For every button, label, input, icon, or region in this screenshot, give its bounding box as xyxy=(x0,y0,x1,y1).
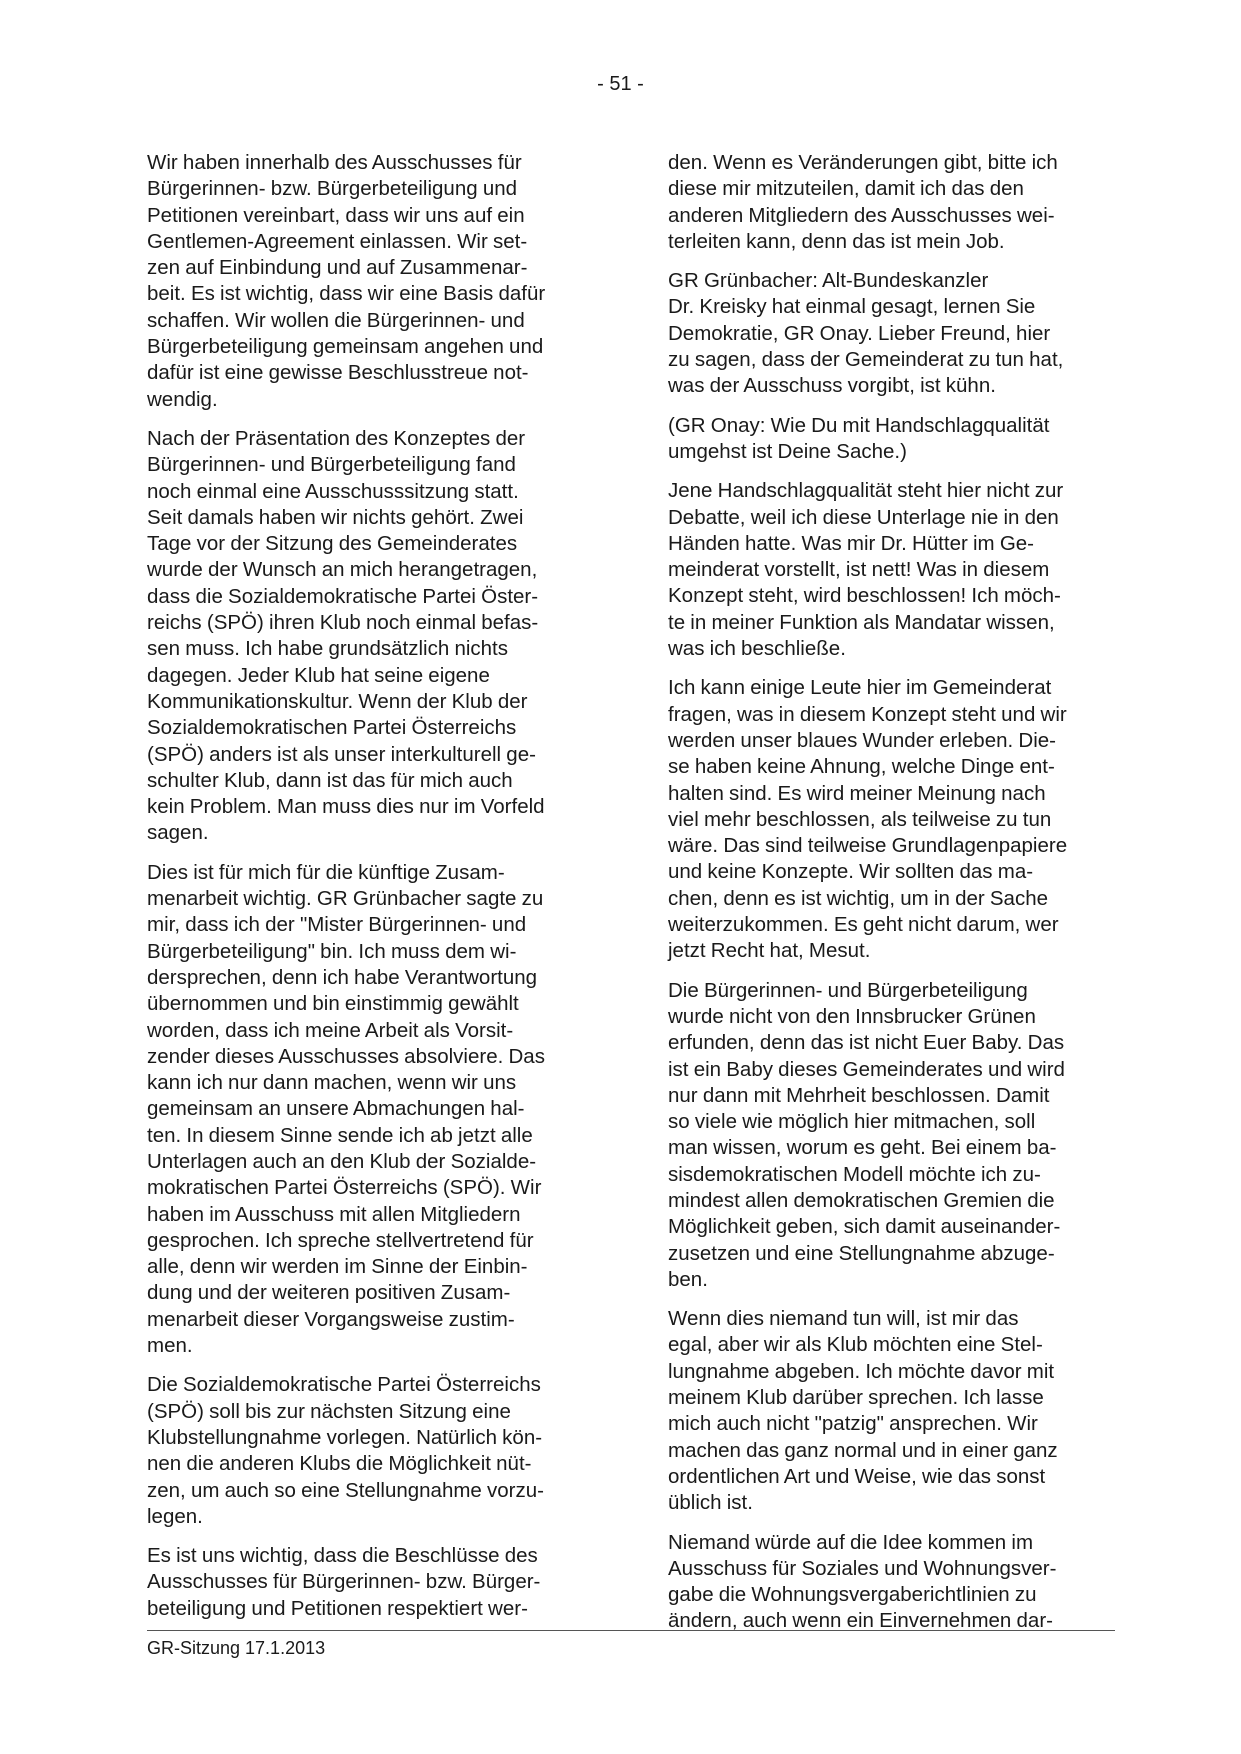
right-column xyxy=(668,150,1113,1648)
paragraph: GR Grünbacher: Alt-Bundeskanzler Dr. Kreisky hat einmal gesagt, lernen Sie Demokratie, GR Onay. Lieber Freund, hier zu sagen, dass der Gemeinderat zu tun hat, was der Ausschuss vorgibt, ist kühn. xyxy=(668,269,1064,398)
paragraph: Nach der Präsentation des Konzeptes der Bürgerinnen- und Bürgerbeteiligung fand noch einmal eine Ausschusssitzung statt. Seit damals haben wir nichts gehört. Zwei Tage vor der Sitzung des Gemeinderates wurde der Wunsch an mich herangetragen, dass die Sozialdemokratische Partei Öster- reichs (SPÖ) ihren Klub noch einmal befas- sen muss. Ich habe grundsätzlich nichts dagegen. Jeder Klub hat seine eigene Kommunikationskultur. Wenn der Klub der Sozialdemokratischen Partei Österreichs (SPÖ) anders ist als unser interkulturell ge- schulter Klub, dann ist das für mich auch kein Problem. Man muss dies nur im Vorfeld sagen. xyxy=(147,426,545,845)
paragraph: (GR Onay: Wie Du mit Handschlagqualität umgehst ist Deine Sache.) xyxy=(668,413,1050,463)
paragraph: Jene Handschlagqualität steht hier nicht zur Debatte, weil ich diese Unterlage nie in den Händen hatte. Was mir Dr. Hütter im Ge- meinderat vorstellt, ist nett! Was in diesem Konzept steht, wird beschlossen! Ich möch- te in meiner Funktion als Mandatar wissen, was ich beschließe. xyxy=(668,479,1064,661)
page-number: - 51 - xyxy=(597,73,644,95)
paragraph: Wenn dies niemand tun will, ist mir das egal, aber wir als Klub möchten eine Stel- lungnahme abgeben. Ich möchte davor mit meinem Klub darüber sprechen. Ich lasse mich auch nicht "patzig" ansprechen. Wir machen das ganz normal und in einer ganz ordentlichen Art und Weise, wie das sonst üblich ist. xyxy=(668,1307,1058,1515)
paragraph: Dies ist für mich für die künftige Zusam- menarbeit wichtig. GR Grünbacher sagte zu mir, dass ich der "Mister Bürgerinnen- und Bürgerbeteiligung" bin. Ich muss dem wi- dersprechen, denn ich habe Verantwortung übernommen und bin einstimmig gewählt worden, dass ich meine Arbeit als Vorsit- zender dieses Ausschusses absolviere. Das kann ich nur dann machen, wenn wir uns gemeinsam an unsere Abmachungen hal- ten. In diesem Sinne sende ich ab jetzt alle Unterlagen auch an den Klub der Sozialde- mokratischen Partei Österreichs (SPÖ). Wir haben im Ausschuss mit allen Mitgliedern gesprochen. Ich spreche stellvertretend für alle, denn wir werden im Sinne der Einbin- dung und der weiteren positiven Zusam- menarbeit dieser Vorgangsweise zustim- men. xyxy=(147,860,545,1358)
paragraph: Niemand würde auf die Idee kommen im Ausschuss für Soziales und Wohnungsver- gabe die Wohnungsvergaberichtlinien zu ändern, auch wenn ein Einvernehmen dar- xyxy=(668,1530,1057,1633)
paragraph: Es ist uns wichtig, dass die Beschlüsse des Ausschusses für Bürgerinnen- bzw. Bürger- beteiligung und Petitionen respektiert wer- xyxy=(147,1544,541,1620)
paragraph: Die Bürgerinnen- und Bürgerbeteiligung wurde nicht von den Innsbrucker Grünen erfunden, denn das ist nicht Euer Baby. Das ist ein Baby dieses Gemeinderates und wird nur dann mit Mehrheit beschlossen. Damit so viele wie möglich hier mitmachen, soll man wissen, worum es geht. Bei einem ba- sisdemokratischen Modell möchte ich zu- mindest allen demokratischen Gremien die Möglichkeit geben, sich damit auseinander- zusetzen und eine Stellungnahme abzuge- ben. xyxy=(668,978,1065,1291)
footer-session-date: GR-Sitzung 17.1.2013 xyxy=(147,1638,326,1658)
paragraph: den. Wenn es Veränderungen gibt, bitte ich diese mir mitzuteilen, damit ich das den anderen Mitgliedern des Ausschusses wei- terleiten kann, denn das ist mein Job. xyxy=(668,151,1058,253)
paragraph: Ich kann einige Leute hier im Gemeinderat fragen, was in diesem Konzept steht und wir werden unser blaues Wunder erleben. Die- se haben keine Ahnung, welche Dinge ent- halten sind. Es wird meiner Meinung nach viel mehr beschlossen, als teilweise zu tun wäre. Das sind teilweise Grundlagenpapiere und keine Konzepte. Wir sollten das ma- chen, denn es ist wichtig, um in der Sache weiterzukommen. Es geht nicht darum, wer jetzt Recht hat, Mesut. xyxy=(668,676,1068,963)
paragraph: Die Sozialdemokratische Partei Österreichs (SPÖ) soll bis zur nächsten Sitzung eine Klubstellungnahme vorlegen. Natürlich kön- nen die anderen Klubs die Möglichkeit nüt- zen, um auch so eine Stellungnahme vorzu- legen. xyxy=(147,1373,544,1528)
left-column xyxy=(147,150,592,1635)
paragraph: Wir haben innerhalb des Ausschusses für Bürgerinnen- bzw. Bürgerbeteiligung und Petitionen vereinbart, dass wir uns auf ein Gentlemen-Agreement einlassen. Wir set- zen auf Einbindung und auf Zusammenar- beit. Es ist wichtig, dass wir eine Basis dafür schaffen. Wir wollen die Bürgerinnen- und Bürgerbeteiligung gemeinsam angehen und dafür ist eine gewisse Beschlusstreue not- wendig. xyxy=(147,151,546,411)
footer-divider xyxy=(147,1630,1115,1631)
